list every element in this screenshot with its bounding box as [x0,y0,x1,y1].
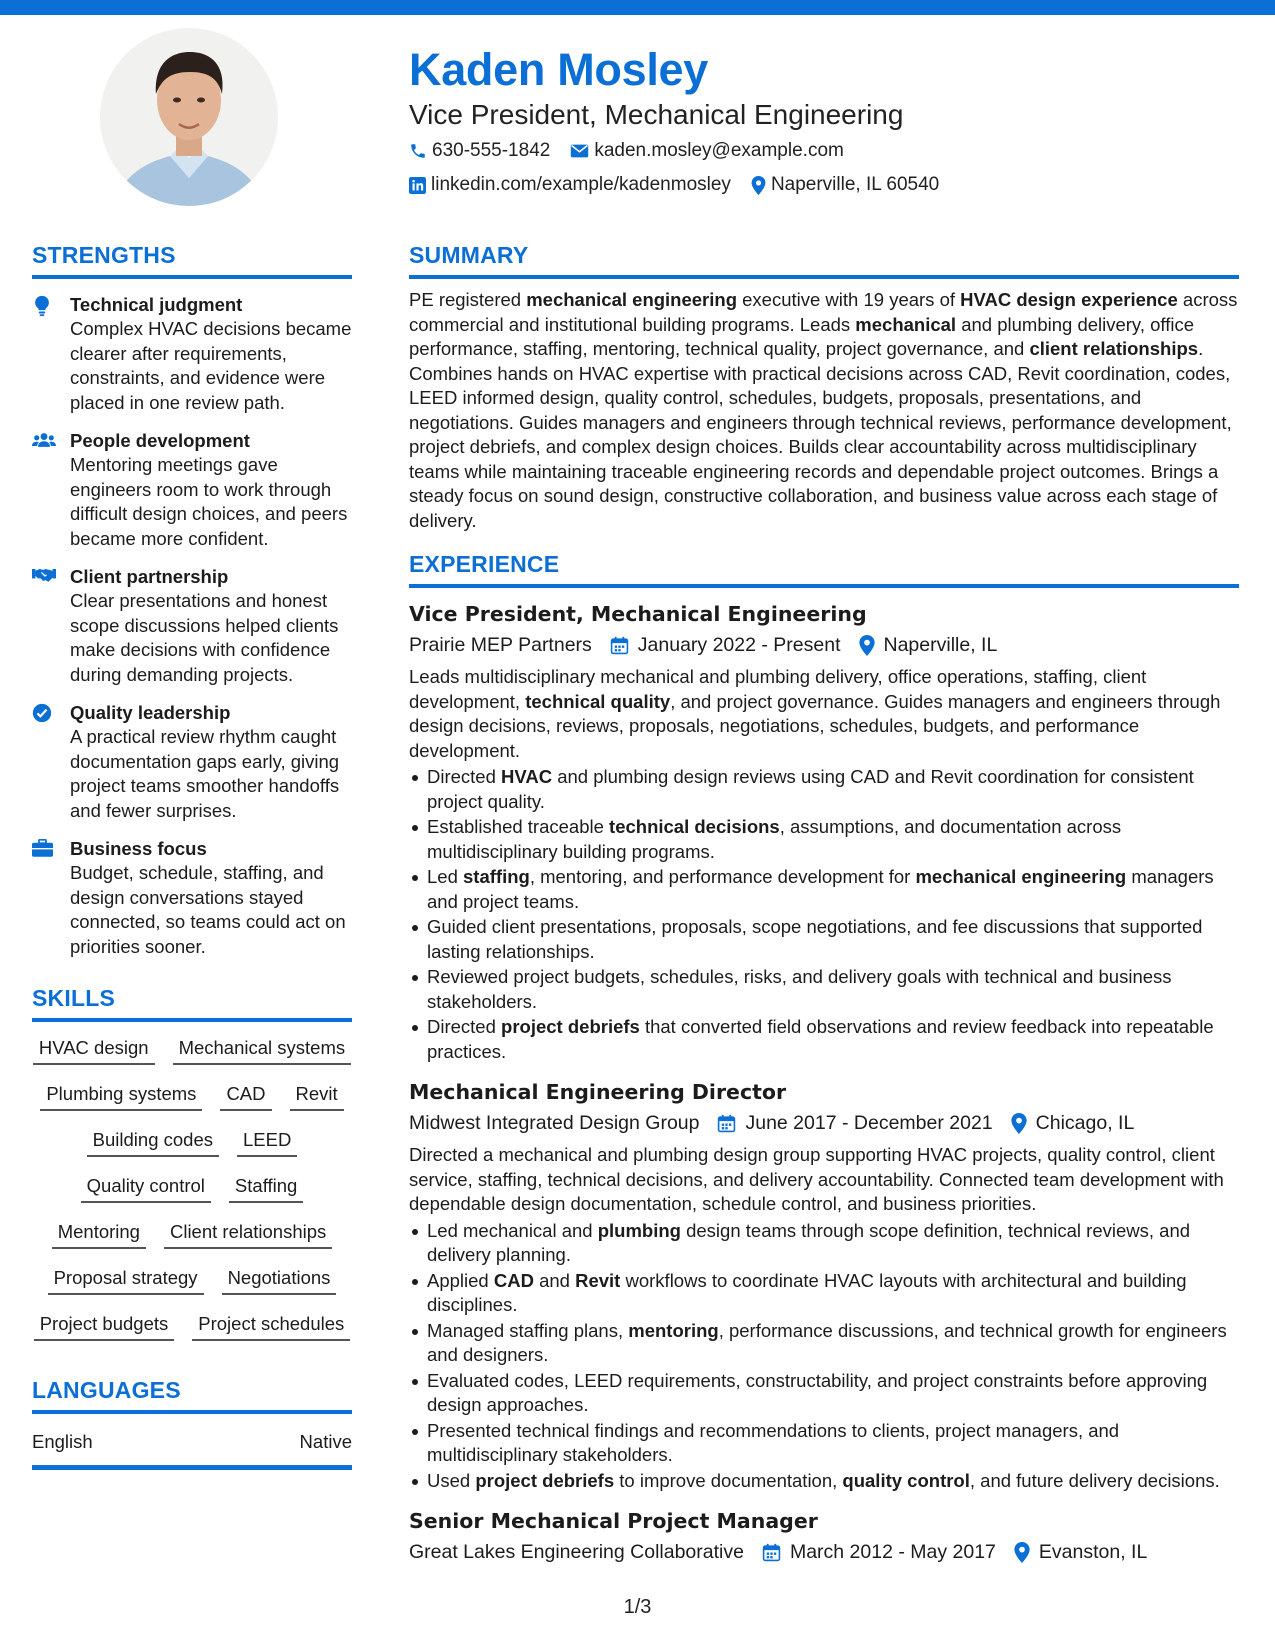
contact-linkedin[interactable] [409,174,731,196]
job-dates-text: March 2012 - May 2017 [789,1541,996,1563]
job-bullet: Reviewed project budgets, schedules, risks, and delivery goals with technical and business stakeholders. [409,965,1239,1014]
handshake-icon [32,567,56,583]
skill-tag: Quality control [81,1174,211,1203]
bold-keyword: quality control [842,1469,970,1491]
contact-row-1 [409,136,1239,166]
skills-section [32,985,352,1341]
skill-tag: Negotiations [222,1266,337,1295]
bold-keyword: mentoring [628,1319,719,1341]
bold-keyword: mechanical engineering [915,866,1127,887]
location-text: Naperville, IL 60540 [770,174,940,195]
profile-photo [100,28,278,206]
language-name: English [32,1431,93,1452]
section-divider [409,275,1239,279]
strength-title: Quality leadership [70,702,231,723]
job-dates-text: June 2017 - December 2021 [745,1112,993,1134]
job-bullet: Presented technical findings and recommendations to clients, project managers, and multidisciplinary stakeholders. [409,1419,1239,1468]
job-location-text: Naperville, IL [883,634,998,656]
strength-desc: Budget, schedule, staffing, and design conversations stayed connected, so teams could act on priorities sooner. [70,862,346,957]
job-meta [409,1538,1239,1566]
contact-row-2 [409,170,1239,200]
phone-icon [409,142,427,160]
skill-row [32,1036,352,1065]
language-level: Native [299,1431,352,1452]
job-location-text: Evanston, IL [1038,1541,1148,1563]
contact-email[interactable] [570,140,844,162]
linkedin-icon [409,177,426,194]
email-icon [570,143,589,159]
job-bullet: Led mechanical and plumbing design teams through scope definition, technical reviews, and delivery planning. [409,1219,1239,1268]
languages-section [32,1377,352,1470]
job-bullet: Directed HVAC and plumbing design reviews using CAD and Revit coordination for consistent project quality. [409,765,1239,814]
skill-row [32,1174,352,1203]
language-item [32,1430,352,1454]
strengths-heading: STRENGTHS [32,242,176,268]
location-pin-icon [859,635,875,656]
job-entry [409,600,1239,1064]
summary-section [409,242,1239,533]
job-title: Mechanical Engineering Director [409,1080,787,1104]
linkedin-text: linkedin.com/example/kadenmosley [431,174,731,195]
candidate-name: Kaden Mosley [409,44,708,95]
calendar-icon [762,1543,781,1562]
job-bullets [409,1219,1239,1494]
job-meta [409,1109,1239,1137]
skills-heading: SKILLS [32,985,115,1011]
job-dates [717,1109,992,1137]
bold-keyword: mechanical engineering [526,289,737,310]
skills-list [32,1036,352,1341]
strength-item [32,701,352,823]
bold-keyword: technical quality [525,690,671,712]
experience-heading: EXPERIENCE [409,551,560,577]
strength-title: Client partnership [70,566,229,587]
skill-row [32,1082,352,1111]
strength-title: People development [70,430,250,451]
users-icon [32,431,56,449]
job-bullet: Established traceable technical decisions, assumptions, and documentation across multidisciplinary building programs. [409,815,1239,864]
bold-keyword: project debriefs [475,1469,615,1491]
strengths-section [32,242,352,959]
lightbulb-icon [32,295,52,317]
skill-tag: Plumbing systems [40,1082,202,1111]
skill-tag: Proposal strategy [48,1266,204,1295]
job-bullets [409,765,1239,1064]
contact-phone[interactable] [409,140,550,162]
skill-tag: Mentoring [52,1220,146,1249]
job-meta [409,631,1239,659]
section-divider [32,1018,352,1022]
strength-desc: A practical review rhythm caught documentation gaps early, giving project teams smoother handoffs and fewer surprises. [70,726,340,821]
check-badge-icon [32,703,52,723]
job-bullet: Used project debriefs to improve documentation, quality control, and future delivery decisions. [409,1469,1239,1494]
skill-row [32,1266,352,1295]
skill-tag: HVAC design [33,1036,155,1065]
strength-title: Business focus [70,838,207,859]
calendar-icon [610,636,629,655]
left-column [32,242,352,1470]
job-description: Directed a mechanical and plumbing design group supporting HVAC projects, quality control, client service, staffing, technical decisions, and delivery accountability. Connected team development with dependable design documentation, schedule control, and business priorities. [409,1144,1224,1214]
skill-row [32,1312,352,1341]
skill-tag: Client relationships [164,1220,332,1249]
strength-desc: Complex HVAC decisions became clearer after requirements, constraints, and evidence were placed in one review path. [70,318,352,413]
job-description: Leads multidisciplinary mechanical and plumbing delivery, office operations, staffing, client development, technical quality, and project governance. Guides managers and engineers through design decisions, reviews, proposals, negotiations, schedules, budgets, and performance development. [409,666,1221,761]
calendar-icon [717,1114,736,1133]
location-pin-icon [1014,1542,1030,1563]
job-bullet: Led staffing, mentoring, and performance development for mechanical engineering managers and project teams. [409,865,1239,914]
bold-keyword: HVAC design experience [960,289,1178,310]
summary-text: PE registered mechanical engineering executive with 19 years of HVAC design experience across commercial and institutional building programs. Leads mechanical and plumbing delivery, office performance, staffing, mentoring, technical quality, project governance, and client relationships. Combines hands on HVAC expertise with practical decisions across CAD, Revit coordination, codes, LEED informed design, quality control, schedules, budgets, proposals, presentations, and negotiations. Guides managers and engineers through technical reviews, performance development, project debriefs, and complex design choices. Builds clear accountability across multidisciplinary teams while maintaining traceable engineering records and dependable project outcomes. Brings a steady focus on sound design, constructive collaboration, and business value across each stage of delivery. [409,289,1238,531]
bold-keyword: Revit [575,1269,621,1291]
strength-desc: Clear presentations and honest scope discussions helped clients make decisions with confidence during demanding projects. [70,590,339,685]
bold-keyword: technical decisions [609,816,780,837]
avatar [100,28,278,206]
job-company: Midwest Integrated Design Group [409,1112,700,1134]
summary-heading: SUMMARY [409,242,529,268]
bold-keyword: plumbing [597,1219,681,1241]
strength-item [32,837,352,959]
skill-tag: Mechanical systems [173,1036,352,1065]
skill-tag: Project budgets [34,1312,175,1341]
resume-header [409,42,1239,200]
job-dates [762,1538,996,1566]
skill-tag: Revit [290,1082,344,1111]
job-entry [409,1507,1239,1566]
job-title: Vice President, Mechanical Engineering [409,602,867,626]
skill-tag: LEED [237,1128,297,1157]
page-number: 1/3 [623,1596,652,1618]
job-dates [610,631,841,659]
bold-keyword: mechanical [855,313,957,335]
candidate-title: Vice President, Mechanical Engineering [409,99,904,130]
briefcase-icon [32,839,53,857]
job-company: Prairie MEP Partners [409,634,592,656]
skill-row [32,1220,352,1249]
section-divider [409,584,1239,588]
skill-tag: CAD [220,1082,271,1111]
job-bullet: Evaluated codes, LEED requirements, constructability, and project constraints before approving design approaches. [409,1369,1239,1418]
bold-keyword: client relationships [1029,338,1199,359]
bold-keyword: CAD [493,1269,534,1291]
skill-tag: Building codes [87,1128,219,1157]
job-location [1011,1109,1135,1137]
job-bullet: Directed project debriefs that converted field observations and review feedback into repeatable practices. [409,1015,1239,1064]
contact-location [751,174,939,196]
experience-section [409,551,1239,1566]
languages-heading: LANGUAGES [32,1377,181,1403]
strength-item [32,565,352,687]
strength-item [32,429,352,551]
bold-keyword: HVAC [501,766,553,787]
skill-tag: Project schedules [192,1312,350,1341]
location-pin-icon [1011,1113,1027,1134]
job-entry [409,1078,1239,1493]
job-location [859,631,998,659]
skill-tag: Staffing [229,1174,303,1203]
job-dates-text: January 2022 - Present [637,634,841,656]
job-location [1014,1538,1147,1566]
job-list [409,600,1239,1566]
job-title: Senior Mechanical Project Manager [409,1509,818,1533]
strength-title: Technical judgment [70,294,243,315]
right-column [409,242,1239,1566]
job-bullet: Applied CAD and Revit workflows to coordinate HVAC layouts with architectural and building disciplines. [409,1269,1239,1318]
strength-item [32,293,352,415]
job-bullet: Guided client presentations, proposals, scope negotiations, and fee discussions that supported lasting relationships. [409,915,1239,964]
section-divider [32,275,352,279]
job-company: Great Lakes Engineering Collaborative [409,1541,744,1563]
email-text: kaden.mosley@example.com [594,140,844,161]
job-location-text: Chicago, IL [1035,1112,1135,1134]
location-pin-icon [751,176,766,195]
skill-row [32,1128,352,1157]
bold-keyword: project debriefs [501,1016,640,1037]
job-bullet: Managed staffing plans, mentoring, performance discussions, and technical growth for engineers and designers. [409,1319,1239,1368]
strength-desc: Mentoring meetings gave engineers room to work through difficult design choices, and peers became more confident. [70,454,348,549]
top-accent-bar [0,0,1275,15]
language-proficiency-bar [32,1465,352,1470]
section-divider [32,1410,352,1414]
bold-keyword: staffing [463,866,530,887]
phone-text: 630-555-1842 [432,140,551,161]
